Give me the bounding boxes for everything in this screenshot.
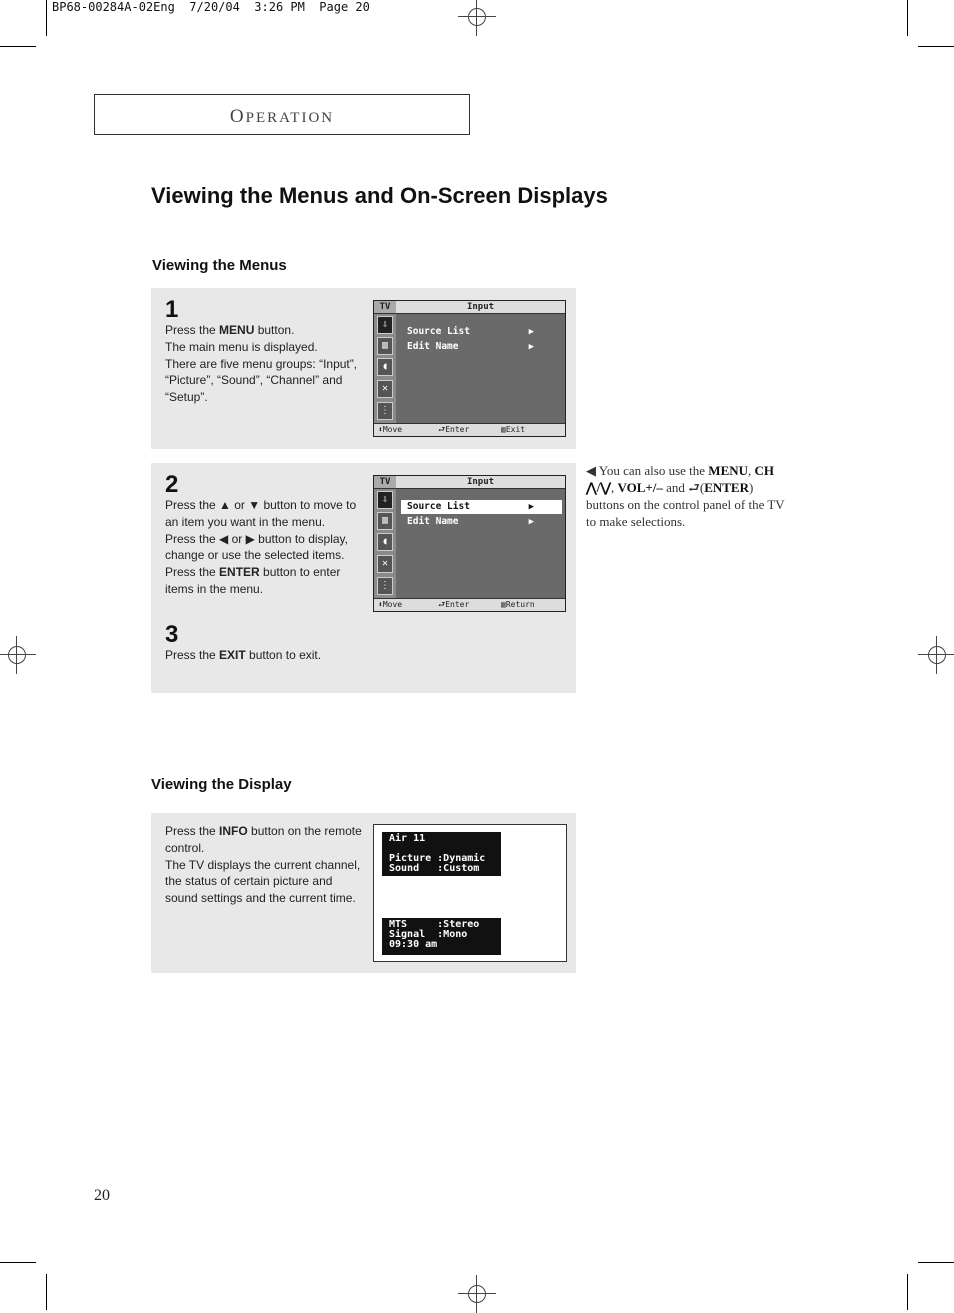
status-info-box: MTS :Stereo Signal :Mono 09:30 am xyxy=(382,918,501,955)
setup-icon: ⋮ xyxy=(377,402,393,420)
enter-hint: ⮐Enter xyxy=(438,600,470,609)
return-hint: ▥Return xyxy=(501,600,535,609)
enter-hint: ⮐Enter xyxy=(438,425,470,434)
step-number: 1 xyxy=(165,296,179,323)
input-icon: ⇩ xyxy=(377,316,393,334)
registration-mark xyxy=(0,636,36,674)
crop-mark xyxy=(46,1274,47,1310)
step-number: 3 xyxy=(165,621,179,648)
input-menu-osd-selected: TV Input ⇩ ▥ ◖ ✕ ⋮ Source List ▶ Edit Name ▶ ⬍Move ⮐Enter ▥Return xyxy=(373,475,566,612)
input-menu-osd: TV Input ⇩ ▥ ◖ ✕ ⋮ Source List ▶ Edit Name ▶ ⬍Move ⮐Enter ▥Exit xyxy=(373,300,566,437)
page-number: 20 xyxy=(94,1187,110,1204)
crop-mark xyxy=(907,1274,908,1310)
step-number: 2 xyxy=(165,471,179,498)
page-title: Viewing the Menus and On-Screen Displays xyxy=(151,183,608,208)
step2-text: Press the ▲ or ▼ button to move to an item you want in the menu. Press the ◀ or ▶ button to display, change or use the selected items. Press the ENTER button to enter items in the menu. xyxy=(165,498,357,596)
registration-mark xyxy=(918,636,954,674)
menus-heading: Viewing the Menus xyxy=(152,257,287,274)
crop-mark xyxy=(0,1262,36,1263)
exit-hint: ▥Exit xyxy=(501,425,526,434)
sound-icon: ◖ xyxy=(377,358,393,376)
section-header-box xyxy=(94,94,470,135)
menu-item-edit-name: Edit Name ▶ xyxy=(407,341,534,352)
step1-text: Press the MENU button. The main menu is displayed. There are five menu groups: “Input”, “Picture”, “Sound”, “Channel” and “Setup”. xyxy=(165,323,358,405)
crop-mark xyxy=(907,0,908,36)
crop-mark xyxy=(0,46,36,47)
picture-icon: ▥ xyxy=(377,512,393,530)
print-header: BP68-00284A-02Eng 7/20/04 3:26 PM Page 20 xyxy=(52,0,370,14)
crop-mark xyxy=(46,0,47,36)
section-label: OPERATION xyxy=(229,106,335,127)
channel-icon: ✕ xyxy=(377,380,393,398)
menu-item-source-list: Source List ▶ xyxy=(407,326,534,337)
channel-icon: ✕ xyxy=(377,555,393,573)
display-heading: Viewing the Display xyxy=(151,776,292,793)
menu-item-edit-name: Edit Name ▶ xyxy=(407,516,534,527)
crop-mark xyxy=(918,1262,954,1263)
setup-icon: ⋮ xyxy=(377,577,393,595)
crop-mark xyxy=(918,46,954,47)
step3-text: Press the EXIT button to exit. xyxy=(165,648,322,662)
move-hint: ⬍Move xyxy=(378,425,403,434)
move-hint: ⬍Move xyxy=(378,600,403,609)
control-panel-note: ◀ You can also use the MENU, CH ⋀/⋁, VOL+/– and ⮐(ENTER) buttons on the control panel of the TV to make selections. xyxy=(586,463,785,529)
input-icon: ⇩ xyxy=(377,491,393,509)
channel-info-box: Air 11 Picture :Dynamic Sound :Custom xyxy=(382,832,501,876)
registration-mark xyxy=(458,0,496,36)
sound-icon: ◖ xyxy=(377,533,393,551)
registration-mark xyxy=(458,1275,496,1313)
menu-item-source-list: Source List ▶ xyxy=(401,500,562,514)
picture-icon: ▥ xyxy=(377,337,393,355)
info-display-screen xyxy=(373,824,567,962)
display-text: Press the INFO button on the remote control. The TV displays the current channel, the status of certain picture and sound settings and the current time. xyxy=(165,824,362,906)
